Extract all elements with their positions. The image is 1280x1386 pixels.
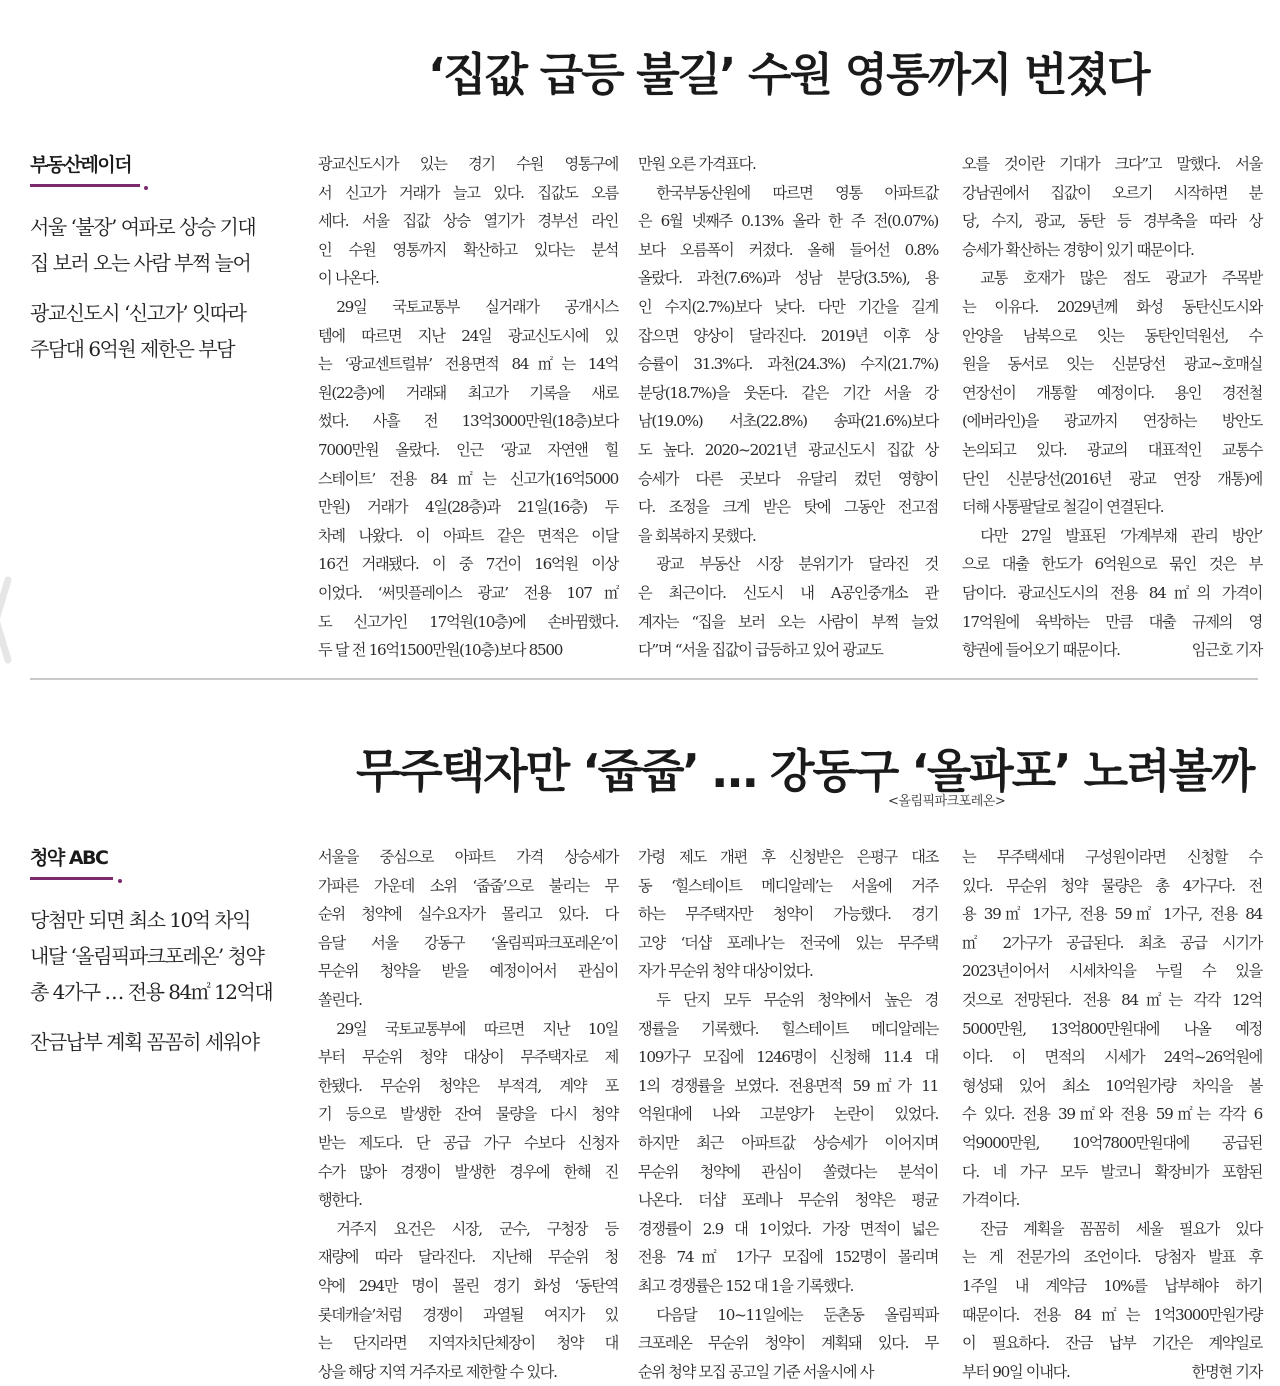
- text-line: 29일 국토교통부 실거래가 공개시스: [318, 293, 618, 322]
- text-line: 29일 국토교통부에 따르면 지난 10일: [318, 1015, 618, 1044]
- text-line: 서울을 중심으로 아파트 가격 상승세가: [318, 843, 618, 872]
- article-2-column-3: [962, 843, 1262, 1386]
- text-line: 남(19.0%) 서초(22.8%) 송파(21.6%)보다: [638, 407, 938, 436]
- subhead-line: 총 4가구 … 전용 84㎡ 12억대: [30, 974, 300, 1010]
- text-line: 5000만원, 13억800만원대에 나올 예정: [962, 1015, 1262, 1044]
- text-line: 서 신고가 거래가 늘고 있다. 집값도 오름: [318, 179, 618, 208]
- article-2-sidebar: [30, 843, 300, 1060]
- subheads: [30, 902, 300, 1060]
- subheads: [30, 209, 300, 367]
- paragraph: [962, 150, 1262, 264]
- text-line: 한국부동산원에 따르면 영통 아파트값: [638, 179, 938, 208]
- text-line: 순위 청약 모집 공고일 기준 서울시에 사: [638, 1358, 938, 1386]
- article-1-headline: ‘집값 급등 불길’ 수원 영통까지 번졌다: [428, 38, 1280, 103]
- text-line: 가령 제도 개편 후 신청받은 은평구 대조: [638, 843, 938, 872]
- section-label-underline: [30, 877, 113, 880]
- text-line: 단인 신분당선(2016년 광교 연장 개통)에: [962, 465, 1262, 494]
- text-line: 안양을 남북으로 잇는 동탄인덕원선, 수: [962, 322, 1262, 351]
- text-line: 은 6월 넷째주 0.13% 올라 한 주 전(0.07%): [638, 207, 938, 236]
- text-line: 부터 90일 이내다. 한명현 기자: [962, 1358, 1262, 1386]
- subhead-line: 잔금납부 계획 꼼꼼히 세워야: [30, 1024, 300, 1060]
- text-line: 인 수원 영통까지 확산하고 있다는 분석: [318, 236, 618, 265]
- text-line: 는 게 전문가의 조언이다. 당첨자 발표 후: [962, 1243, 1262, 1272]
- text-line: 교통 호재가 많은 점도 광교가 주목받: [962, 264, 1262, 293]
- article-1-column-2: [638, 150, 938, 665]
- text-line: ㎡ 2가구가 공급된다. 최초 공급 시기가: [962, 929, 1262, 958]
- text-line: 용 39㎡ 1가구, 전용 59㎡ 1가구, 전용 84: [962, 900, 1262, 929]
- text-line: 거주지 요건은 시장, 군수, 구청장 등: [318, 1215, 618, 1244]
- text-line: 무순위 청약에 관심이 쏠렸다는 분석이: [638, 1158, 938, 1187]
- subhead-line: 당첨만 되면 최소 10억 차익: [30, 902, 300, 938]
- text-line: 보다 오름폭이 커졌다. 올해 들어선 0.8%: [638, 236, 938, 265]
- text-line: 109가구 모집에 1246명이 신청해 11.4 대: [638, 1043, 938, 1072]
- text-line: 행한다.: [318, 1186, 618, 1215]
- text-line: 가파른 가운데 소위 ‘줍줍’으로 불리는 무: [318, 872, 618, 901]
- text-line: 있다. 무순위 청약 물량은 총 4가구다. 전: [962, 872, 1262, 901]
- text-line: 담이다. 광교신도시의 전용 84㎡의 가격이: [962, 579, 1262, 608]
- byline: 한명현 기자: [1192, 1358, 1262, 1386]
- paragraph: [318, 293, 618, 665]
- paragraph: [962, 522, 1262, 665]
- text-line: 두 단지 모두 무순위 청약에서 높은 경: [638, 986, 938, 1015]
- subhead-line: 서울 ‘불장’ 여파로 상승 기대: [30, 209, 300, 245]
- text-line: 은 최근이다. 신도시 내 A공인중개소 관: [638, 579, 938, 608]
- article-2-column-2: [638, 843, 938, 1386]
- text-line: 것으로 전망된다. 전용 84㎡는 각각 12억: [962, 986, 1262, 1015]
- text-line: 오를 것이란 기대가 크다”고 말했다. 서울: [962, 150, 1262, 179]
- text-line: 1주일 내 계약금 10%를 납부해야 하기: [962, 1272, 1262, 1301]
- article-2-headline: 무주택자만 ‘줍줍’ … 강동구 ‘올파포’ 노려볼까: [356, 735, 1280, 801]
- text-line: 템에 따르면 지난 24일 광교신도시에 있: [318, 322, 618, 351]
- article-2-column-1: [318, 843, 618, 1386]
- text-line: 승세가 다른 곳보다 유달리 컸던 영향이: [638, 465, 938, 494]
- text-line: 썼다. 사흘 전 13억3000만원(18층)보다: [318, 407, 618, 436]
- text-line: 상을 해당 지역 거주자로 제한할 수 있다.: [318, 1358, 618, 1386]
- text-line: 약에 294만 명이 몰린 경기 화성 ‘동탄역: [318, 1272, 618, 1301]
- text-line: 다만 27일 발표된 ‘가계부채 관리 방안’: [962, 522, 1262, 551]
- paragraph: [638, 986, 938, 1301]
- text-line: 인 수지(2.7%)보다 낮다. 다만 기간을 길게: [638, 293, 938, 322]
- text-line: 만원) 거래가 4일(28층)과 21일(16층) 두: [318, 493, 618, 522]
- text-line: 2023년이어서 시세차익을 누릴 수 있을: [962, 957, 1262, 986]
- text-line: 형성돼 있어 최소 10억원가량 차익을 볼: [962, 1072, 1262, 1101]
- text-line: 이다. 이 면적의 시세가 24억~26억원에: [962, 1043, 1262, 1072]
- paragraph: [962, 1215, 1262, 1386]
- article-1-column-3: [962, 150, 1262, 665]
- text-line: 승률이 31.3%다. 과천(24.3%) 수지(21.7%): [638, 350, 938, 379]
- text-line: 무순위 청약을 받을 예정이어서 관심이: [318, 957, 618, 986]
- text-line: 수 있다. 전용 39㎡와 전용 59㎡는 각각 6: [962, 1100, 1262, 1129]
- text-line: 으로 대출 한도가 6억원으로 묶인 것은 부: [962, 550, 1262, 579]
- text-line: 도 신고가인 17억원(10층)에 손바뀜했다.: [318, 608, 618, 637]
- paragraph: [318, 1215, 618, 1386]
- subhead-line: 내달 ‘올림픽파크포레온’ 청약: [30, 938, 300, 974]
- text-line: 롯데캐슬’처럼 경쟁이 과열될 여지가 있: [318, 1301, 618, 1330]
- section-label-dot: [144, 186, 148, 190]
- text-line: 경쟁률이 2.9 대 1이었다. 가장 면적이 넓은: [638, 1215, 938, 1244]
- text-line: 재량에 따라 달라진다. 지난해 무순위 청: [318, 1243, 618, 1272]
- subhead-group: [30, 1024, 300, 1060]
- paragraph: [638, 1301, 938, 1386]
- text-line: 쏠린다.: [318, 986, 618, 1015]
- subhead-line: 집 보러 오는 사람 부쩍 늘어: [30, 245, 300, 281]
- paragraph: [962, 843, 1262, 1215]
- text-line: 이 나온다.: [318, 264, 618, 293]
- subhead-line: 광교신도시 ‘신고가’ 잇따라: [30, 295, 300, 331]
- text-line: 17억원에 육박하는 만큼 대출 규제의 영: [962, 608, 1262, 637]
- text-line: 광교 부동산 시장 분위기가 달라진 것: [638, 550, 938, 579]
- text-line: 7000만원 올랐다. 인근 ‘광교 자연앤 힐: [318, 436, 618, 465]
- subhead-line: 주담대 6억원 제한은 부담: [30, 331, 300, 367]
- text-line: 다. 네 가구 모두 발코니 확장비가 포함된: [962, 1158, 1262, 1187]
- section-label: [30, 150, 131, 187]
- text-line: 전용 74㎡ 1가구 모집에 152명이 몰리며: [638, 1243, 938, 1272]
- text-line: 가격이다.: [962, 1186, 1262, 1215]
- text-line: 연장선이 개통할 예정이다. 용인 경전철: [962, 379, 1262, 408]
- chevron-left-icon[interactable]: [0, 570, 14, 670]
- text-line: 자가 무순위 청약 대상이었다.: [638, 957, 938, 986]
- text-line: 는 무주택세대 구성원이라면 신청할 수: [962, 843, 1262, 872]
- text-line: 을 회복하지 못했다.: [638, 522, 938, 551]
- text-line: 만원 오른 가격표다.: [638, 150, 938, 179]
- paragraph: [638, 550, 938, 664]
- byline: 임근호 기자: [1192, 636, 1262, 665]
- text-line: 승세가 확산하는 경향이 있기 때문이다.: [962, 236, 1262, 265]
- text-line: 나온다. 더샵 포레나 무순위 청약은 평균: [638, 1186, 938, 1215]
- article-1-sidebar: [30, 150, 300, 367]
- article-1-column-1: [318, 150, 618, 665]
- photo-caption: <올림픽파크포레온>: [888, 790, 1005, 809]
- text-line: 수가 많아 경쟁이 발생한 경우에 한해 진: [318, 1158, 618, 1187]
- text-line: 계자는 “집을 보러 오는 사람이 부쩍 늘었: [638, 608, 938, 637]
- text-line: 다음달 10~11일에는 둔촌동 올림픽파: [638, 1301, 938, 1330]
- section-label-text: 부동산레이더: [30, 154, 131, 176]
- text-line: 음달 서울 강동구 ‘올림픽파크포레온’이: [318, 929, 618, 958]
- subhead-group: [30, 295, 300, 367]
- text-line: 다. 조정을 크게 받은 탓에 그동안 전고점: [638, 493, 938, 522]
- text-line: 동 ‘힐스테이트 메디알레’는 서울에 거주: [638, 872, 938, 901]
- text-line: 원을 동서로 잇는 신분당선 광교~호매실: [962, 350, 1262, 379]
- paragraph: [638, 150, 938, 179]
- text-line: (에버라인)을 광교까지 연장하는 방안도: [962, 407, 1262, 436]
- text-line: 더해 사통팔달로 철길이 연결된다.: [962, 493, 1262, 522]
- text-line: 세다. 서울 집값 상승 열기가 경부선 라인: [318, 207, 618, 236]
- text-line: 는 이유다. 2029년께 화성 동탄신도시와: [962, 293, 1262, 322]
- article-divider: [30, 678, 1258, 680]
- section-label: [30, 843, 107, 880]
- text-line: 는 단지라면 지역자치단체장이 청약 대: [318, 1329, 618, 1358]
- paragraph: [318, 843, 618, 1015]
- text-line: 억원대에 나와 고분양가 논란이 있었다.: [638, 1100, 938, 1129]
- text-line: 16건 거래됐다. 이 중 7건이 16억원 이상: [318, 550, 618, 579]
- text-line: 고양 ‘더샵 포레나’는 전국에 있는 무주택: [638, 929, 938, 958]
- text-line: 순위 청약에 실수요자가 몰리고 있다. 다: [318, 900, 618, 929]
- text-line: 부터 무순위 청약 대상이 무주택자로 제: [318, 1043, 618, 1072]
- text-line: 하는 무주택자만 청약이 가능했다. 경기: [638, 900, 938, 929]
- text-line: 받는 제도다. 단 공급 가구 수보다 신청자: [318, 1129, 618, 1158]
- section-label-text: 청약 ABC: [30, 847, 107, 869]
- text-line: 이었다. ‘써밋플레이스 광교’ 전용 107㎡: [318, 579, 618, 608]
- text-line: 광교신도시가 있는 경기 수원 영통구에: [318, 150, 618, 179]
- paragraph: [318, 150, 618, 293]
- text-line: 때문이다. 전용 84㎡는 1억3000만원가량: [962, 1301, 1262, 1330]
- text-line: 논의되고 있다. 광교의 대표적인 교통수: [962, 436, 1262, 465]
- text-line: 이 필요하다. 잔금 납부 기간은 계약일로: [962, 1329, 1262, 1358]
- subhead-group: [30, 209, 300, 281]
- text-line: 차례 나왔다. 이 아파트 같은 면적은 이달: [318, 522, 618, 551]
- text-line: 도 높다. 2020~2021년 광교신도시 집값 상: [638, 436, 938, 465]
- section-label-dot: [118, 879, 122, 883]
- text-line: 크포레온 무순위 청약이 계획돼 있다. 무: [638, 1329, 938, 1358]
- text-line: 다”며 “서울 집값이 급등하고 있어 광교도: [638, 636, 938, 665]
- text-line: 스테이트’ 전용 84㎡는 신고가(16억5000: [318, 465, 618, 494]
- text-line: 당, 수지, 광교, 동탄 등 경부축을 따라 상: [962, 207, 1262, 236]
- text-line: 원(22층)에 거래돼 최고가 기록을 새로: [318, 379, 618, 408]
- text-line: 잔금 계획을 꼼꼼히 세울 필요가 있다: [962, 1215, 1262, 1244]
- text-line: 하지만 최근 아파트값 상승세가 이어지며: [638, 1129, 938, 1158]
- paragraph: [638, 179, 938, 551]
- text-line: 향권에 들어오기 때문이다. 임근호 기자: [962, 636, 1262, 665]
- section-label-underline: [30, 184, 140, 187]
- text-line: 쟁률을 기록했다. 힐스테이트 메디알레는: [638, 1015, 938, 1044]
- text-line: 한됐다. 무순위 청약은 부적격, 계약 포: [318, 1072, 618, 1101]
- text-line: 강남권에서 집값이 오르기 시작하면 분: [962, 179, 1262, 208]
- text-line: 최고 경쟁률은 152 대 1을 기록했다.: [638, 1272, 938, 1301]
- text-line: 잡으면 양상이 달라진다. 2019년 이후 상: [638, 322, 938, 351]
- text-line: 1의 경쟁률을 보였다. 전용면적 59㎡가 11: [638, 1072, 938, 1101]
- paragraph: [318, 1015, 618, 1215]
- text-line: 두 달 전 16억1500만원(10층)보다 8500: [318, 636, 618, 665]
- subhead-group: [30, 902, 300, 1010]
- text-line: 기 등으로 발생한 잔여 물량을 다시 청약: [318, 1100, 618, 1129]
- text-line: 는 ‘광교센트럴뷰’ 전용면적 84㎡는 14억: [318, 350, 618, 379]
- text-line: 올랐다. 과천(7.6%)과 성남 분당(3.5%), 용: [638, 264, 938, 293]
- text-line: 분당(18.7%)을 웃돈다. 같은 기간 서울 강: [638, 379, 938, 408]
- paragraph: [638, 843, 938, 986]
- text-line: 억9000만원, 10억7800만원대에 공급된: [962, 1129, 1262, 1158]
- paragraph: [962, 264, 1262, 521]
